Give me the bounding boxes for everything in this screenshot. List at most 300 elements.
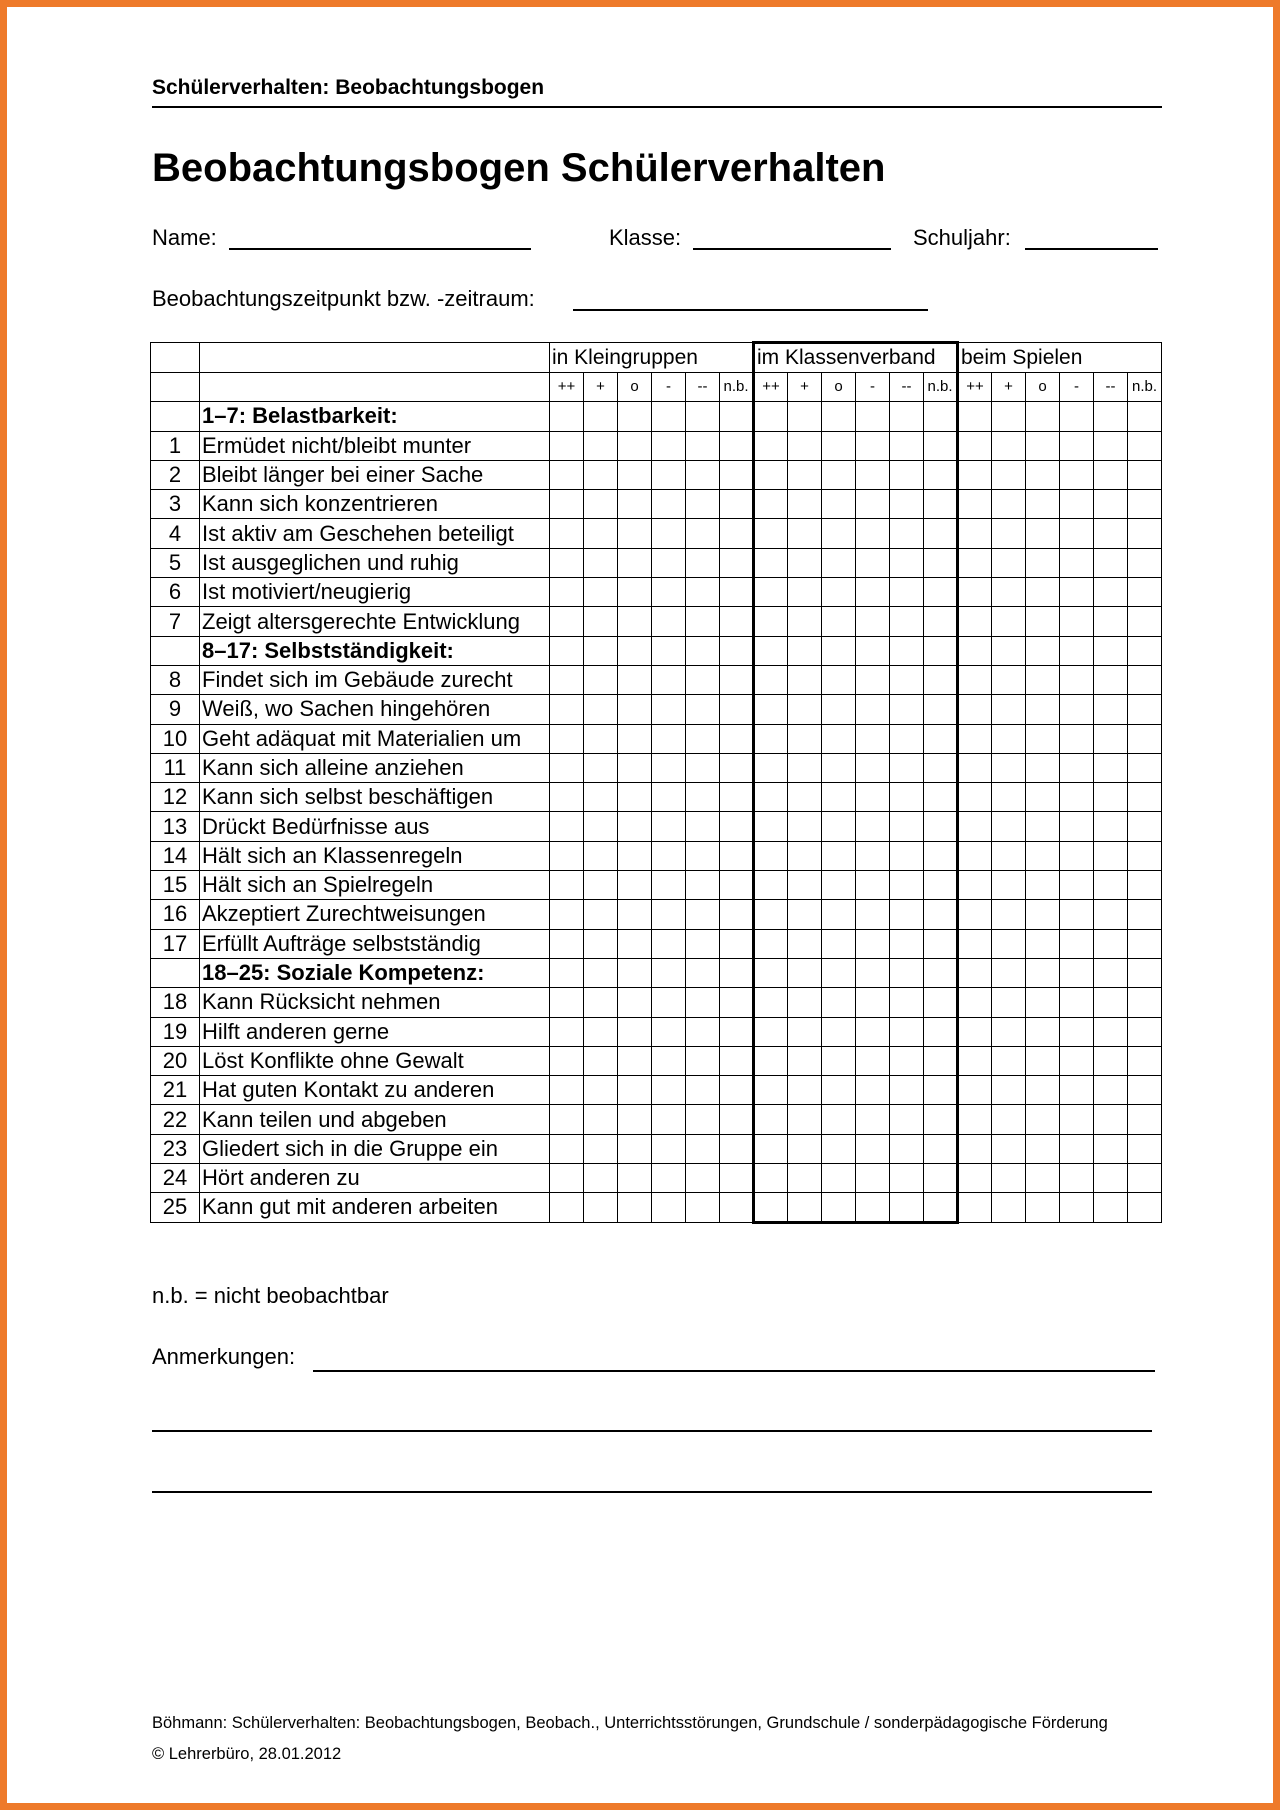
rating-cell[interactable] bbox=[652, 1164, 686, 1193]
rating-cell[interactable] bbox=[686, 753, 720, 782]
rating-cell[interactable] bbox=[890, 871, 924, 900]
rating-cell[interactable] bbox=[686, 548, 720, 577]
rating-cell[interactable] bbox=[652, 1134, 686, 1163]
rating-cell[interactable] bbox=[1128, 578, 1162, 607]
rating-cell[interactable] bbox=[550, 1105, 584, 1134]
rating-cell[interactable] bbox=[958, 753, 992, 782]
rating-cell[interactable] bbox=[822, 1046, 856, 1075]
rating-cell[interactable] bbox=[992, 871, 1026, 900]
rating-cell[interactable] bbox=[890, 1017, 924, 1046]
rating-cell[interactable] bbox=[1128, 841, 1162, 870]
rating-cell[interactable] bbox=[754, 1017, 788, 1046]
name-field[interactable] bbox=[229, 224, 531, 250]
rating-cell[interactable] bbox=[890, 841, 924, 870]
rating-cell[interactable] bbox=[788, 1164, 822, 1193]
rating-cell[interactable] bbox=[1060, 665, 1094, 694]
rating-cell[interactable] bbox=[924, 578, 958, 607]
rating-cell[interactable] bbox=[958, 1193, 992, 1222]
rating-cell[interactable] bbox=[924, 490, 958, 519]
rating-cell[interactable] bbox=[652, 695, 686, 724]
rating-cell[interactable] bbox=[1128, 988, 1162, 1017]
rating-cell[interactable] bbox=[992, 1193, 1026, 1222]
rating-cell[interactable] bbox=[584, 1046, 618, 1075]
rating-cell[interactable] bbox=[1128, 958, 1162, 987]
rating-cell[interactable] bbox=[958, 460, 992, 489]
rating-cell[interactable] bbox=[1094, 431, 1128, 460]
rating-cell[interactable] bbox=[1128, 812, 1162, 841]
rating-cell[interactable] bbox=[618, 578, 652, 607]
rating-cell[interactable] bbox=[1128, 753, 1162, 782]
rating-cell[interactable] bbox=[1128, 519, 1162, 548]
rating-cell[interactable] bbox=[788, 431, 822, 460]
rating-cell[interactable] bbox=[924, 460, 958, 489]
rating-cell[interactable] bbox=[1060, 519, 1094, 548]
rating-cell[interactable] bbox=[992, 1105, 1026, 1134]
rating-cell[interactable] bbox=[890, 929, 924, 958]
rating-cell[interactable] bbox=[1026, 460, 1060, 489]
rating-cell[interactable] bbox=[652, 988, 686, 1017]
rating-cell[interactable] bbox=[822, 431, 856, 460]
rating-cell[interactable] bbox=[856, 665, 890, 694]
rating-cell[interactable] bbox=[618, 871, 652, 900]
rating-cell[interactable] bbox=[822, 783, 856, 812]
rating-cell[interactable] bbox=[550, 958, 584, 987]
rating-cell[interactable] bbox=[754, 1164, 788, 1193]
rating-cell[interactable] bbox=[992, 958, 1026, 987]
rating-cell[interactable] bbox=[1094, 548, 1128, 577]
rating-cell[interactable] bbox=[618, 988, 652, 1017]
rating-cell[interactable] bbox=[1060, 871, 1094, 900]
rating-cell[interactable] bbox=[1026, 695, 1060, 724]
rating-cell[interactable] bbox=[1060, 812, 1094, 841]
rating-cell[interactable] bbox=[992, 929, 1026, 958]
rating-cell[interactable] bbox=[1094, 1134, 1128, 1163]
rating-cell[interactable] bbox=[958, 1076, 992, 1105]
rating-cell[interactable] bbox=[924, 900, 958, 929]
rating-cell[interactable] bbox=[856, 490, 890, 519]
rating-cell[interactable] bbox=[754, 548, 788, 577]
rating-cell[interactable] bbox=[924, 958, 958, 987]
rating-cell[interactable] bbox=[1094, 988, 1128, 1017]
rating-cell[interactable] bbox=[720, 929, 754, 958]
rating-cell[interactable] bbox=[788, 929, 822, 958]
rating-cell[interactable] bbox=[1026, 783, 1060, 812]
rating-cell[interactable] bbox=[754, 636, 788, 665]
rating-cell[interactable] bbox=[822, 753, 856, 782]
rating-cell[interactable] bbox=[1128, 783, 1162, 812]
rating-cell[interactable] bbox=[584, 988, 618, 1017]
rating-cell[interactable] bbox=[856, 431, 890, 460]
rating-cell[interactable] bbox=[550, 929, 584, 958]
rating-cell[interactable] bbox=[788, 958, 822, 987]
rating-cell[interactable] bbox=[890, 1046, 924, 1075]
rating-cell[interactable] bbox=[822, 724, 856, 753]
rating-cell[interactable] bbox=[856, 900, 890, 929]
rating-cell[interactable] bbox=[584, 841, 618, 870]
rating-cell[interactable] bbox=[1094, 665, 1128, 694]
rating-cell[interactable] bbox=[584, 1076, 618, 1105]
rating-cell[interactable] bbox=[992, 1164, 1026, 1193]
rating-cell[interactable] bbox=[720, 724, 754, 753]
rating-cell[interactable] bbox=[618, 958, 652, 987]
rating-cell[interactable] bbox=[754, 753, 788, 782]
rating-cell[interactable] bbox=[788, 519, 822, 548]
rating-cell[interactable] bbox=[992, 431, 1026, 460]
rating-cell[interactable] bbox=[788, 460, 822, 489]
rating-cell[interactable] bbox=[1094, 1076, 1128, 1105]
rating-cell[interactable] bbox=[754, 665, 788, 694]
rating-cell[interactable] bbox=[1060, 402, 1094, 431]
rating-cell[interactable] bbox=[1094, 1017, 1128, 1046]
rating-cell[interactable] bbox=[584, 695, 618, 724]
rating-cell[interactable] bbox=[1094, 753, 1128, 782]
rating-cell[interactable] bbox=[788, 695, 822, 724]
school-year-field[interactable] bbox=[1025, 224, 1158, 250]
rating-cell[interactable] bbox=[1094, 607, 1128, 636]
rating-cell[interactable] bbox=[958, 607, 992, 636]
rating-cell[interactable] bbox=[720, 578, 754, 607]
rating-cell[interactable] bbox=[686, 431, 720, 460]
rating-cell[interactable] bbox=[924, 519, 958, 548]
rating-cell[interactable] bbox=[788, 1193, 822, 1222]
rating-cell[interactable] bbox=[856, 636, 890, 665]
rating-cell[interactable] bbox=[584, 958, 618, 987]
rating-cell[interactable] bbox=[550, 753, 584, 782]
rating-cell[interactable] bbox=[1026, 871, 1060, 900]
rating-cell[interactable] bbox=[618, 1105, 652, 1134]
rating-cell[interactable] bbox=[754, 1134, 788, 1163]
rating-cell[interactable] bbox=[856, 402, 890, 431]
rating-cell[interactable] bbox=[686, 402, 720, 431]
rating-cell[interactable] bbox=[1094, 460, 1128, 489]
rating-cell[interactable] bbox=[958, 871, 992, 900]
rating-cell[interactable] bbox=[958, 929, 992, 958]
rating-cell[interactable] bbox=[618, 1017, 652, 1046]
rating-cell[interactable] bbox=[754, 607, 788, 636]
rating-cell[interactable] bbox=[652, 1193, 686, 1222]
rating-cell[interactable] bbox=[618, 1046, 652, 1075]
rating-cell[interactable] bbox=[1128, 1193, 1162, 1222]
rating-cell[interactable] bbox=[618, 490, 652, 519]
rating-cell[interactable] bbox=[992, 753, 1026, 782]
rating-cell[interactable] bbox=[720, 1017, 754, 1046]
rating-cell[interactable] bbox=[1128, 402, 1162, 431]
rating-cell[interactable] bbox=[584, 1193, 618, 1222]
rating-cell[interactable] bbox=[1060, 958, 1094, 987]
rating-cell[interactable] bbox=[686, 1193, 720, 1222]
rating-cell[interactable] bbox=[720, 402, 754, 431]
rating-cell[interactable] bbox=[856, 724, 890, 753]
rating-cell[interactable] bbox=[1128, 460, 1162, 489]
rating-cell[interactable] bbox=[788, 988, 822, 1017]
rating-cell[interactable] bbox=[652, 1076, 686, 1105]
rating-cell[interactable] bbox=[550, 1193, 584, 1222]
rating-cell[interactable] bbox=[1128, 665, 1162, 694]
rating-cell[interactable] bbox=[924, 812, 958, 841]
class-field[interactable] bbox=[693, 224, 891, 250]
rating-cell[interactable] bbox=[958, 958, 992, 987]
rating-cell[interactable] bbox=[584, 1164, 618, 1193]
rating-cell[interactable] bbox=[686, 1134, 720, 1163]
rating-cell[interactable] bbox=[822, 988, 856, 1017]
rating-cell[interactable] bbox=[1094, 1046, 1128, 1075]
rating-cell[interactable] bbox=[754, 1193, 788, 1222]
rating-cell[interactable] bbox=[550, 636, 584, 665]
rating-cell[interactable] bbox=[788, 578, 822, 607]
rating-cell[interactable] bbox=[618, 724, 652, 753]
rating-cell[interactable] bbox=[584, 1017, 618, 1046]
remarks-line[interactable] bbox=[152, 1467, 1152, 1493]
rating-cell[interactable] bbox=[992, 988, 1026, 1017]
rating-cell[interactable] bbox=[924, 1134, 958, 1163]
rating-cell[interactable] bbox=[550, 578, 584, 607]
rating-cell[interactable] bbox=[618, 1193, 652, 1222]
rating-cell[interactable] bbox=[720, 460, 754, 489]
rating-cell[interactable] bbox=[1094, 724, 1128, 753]
rating-cell[interactable] bbox=[1026, 636, 1060, 665]
rating-cell[interactable] bbox=[890, 1193, 924, 1222]
rating-cell[interactable] bbox=[1094, 871, 1128, 900]
rating-cell[interactable] bbox=[856, 753, 890, 782]
rating-cell[interactable] bbox=[550, 783, 584, 812]
rating-cell[interactable] bbox=[890, 607, 924, 636]
rating-cell[interactable] bbox=[686, 1076, 720, 1105]
rating-cell[interactable] bbox=[720, 871, 754, 900]
rating-cell[interactable] bbox=[924, 1017, 958, 1046]
rating-cell[interactable] bbox=[788, 1076, 822, 1105]
rating-cell[interactable] bbox=[992, 665, 1026, 694]
rating-cell[interactable] bbox=[618, 460, 652, 489]
rating-cell[interactable] bbox=[754, 460, 788, 489]
rating-cell[interactable] bbox=[720, 1134, 754, 1163]
rating-cell[interactable] bbox=[822, 1076, 856, 1105]
rating-cell[interactable] bbox=[754, 958, 788, 987]
rating-cell[interactable] bbox=[1026, 929, 1060, 958]
rating-cell[interactable] bbox=[788, 841, 822, 870]
rating-cell[interactable] bbox=[584, 578, 618, 607]
rating-cell[interactable] bbox=[618, 812, 652, 841]
rating-cell[interactable] bbox=[1060, 1134, 1094, 1163]
rating-cell[interactable] bbox=[856, 841, 890, 870]
rating-cell[interactable] bbox=[1026, 900, 1060, 929]
rating-cell[interactable] bbox=[686, 665, 720, 694]
rating-cell[interactable] bbox=[686, 812, 720, 841]
rating-cell[interactable] bbox=[1060, 1193, 1094, 1222]
rating-cell[interactable] bbox=[856, 1134, 890, 1163]
rating-cell[interactable] bbox=[686, 900, 720, 929]
rating-cell[interactable] bbox=[890, 753, 924, 782]
rating-cell[interactable] bbox=[1128, 1046, 1162, 1075]
rating-cell[interactable] bbox=[890, 724, 924, 753]
rating-cell[interactable] bbox=[1060, 695, 1094, 724]
rating-cell[interactable] bbox=[788, 724, 822, 753]
rating-cell[interactable] bbox=[1060, 1105, 1094, 1134]
rating-cell[interactable] bbox=[1026, 1164, 1060, 1193]
rating-cell[interactable] bbox=[618, 753, 652, 782]
rating-cell[interactable] bbox=[1094, 578, 1128, 607]
rating-cell[interactable] bbox=[1026, 1134, 1060, 1163]
rating-cell[interactable] bbox=[720, 548, 754, 577]
rating-cell[interactable] bbox=[652, 490, 686, 519]
rating-cell[interactable] bbox=[1026, 1017, 1060, 1046]
rating-cell[interactable] bbox=[924, 724, 958, 753]
rating-cell[interactable] bbox=[754, 871, 788, 900]
rating-cell[interactable] bbox=[822, 1134, 856, 1163]
rating-cell[interactable] bbox=[924, 929, 958, 958]
rating-cell[interactable] bbox=[550, 460, 584, 489]
rating-cell[interactable] bbox=[1094, 1105, 1128, 1134]
rating-cell[interactable] bbox=[1128, 1017, 1162, 1046]
rating-cell[interactable] bbox=[1128, 900, 1162, 929]
rating-cell[interactable] bbox=[958, 900, 992, 929]
rating-cell[interactable] bbox=[788, 783, 822, 812]
rating-cell[interactable] bbox=[618, 783, 652, 812]
rating-cell[interactable] bbox=[788, 402, 822, 431]
rating-cell[interactable] bbox=[924, 695, 958, 724]
rating-cell[interactable] bbox=[720, 1076, 754, 1105]
rating-cell[interactable] bbox=[1094, 900, 1128, 929]
rating-cell[interactable] bbox=[618, 519, 652, 548]
rating-cell[interactable] bbox=[686, 871, 720, 900]
rating-cell[interactable] bbox=[992, 783, 1026, 812]
rating-cell[interactable] bbox=[720, 958, 754, 987]
rating-cell[interactable] bbox=[584, 753, 618, 782]
rating-cell[interactable] bbox=[550, 724, 584, 753]
rating-cell[interactable] bbox=[1060, 900, 1094, 929]
rating-cell[interactable] bbox=[1094, 402, 1128, 431]
rating-cell[interactable] bbox=[1094, 1193, 1128, 1222]
rating-cell[interactable] bbox=[584, 665, 618, 694]
rating-cell[interactable] bbox=[1094, 695, 1128, 724]
rating-cell[interactable] bbox=[720, 490, 754, 519]
rating-cell[interactable] bbox=[754, 578, 788, 607]
rating-cell[interactable] bbox=[924, 548, 958, 577]
rating-cell[interactable] bbox=[890, 1076, 924, 1105]
rating-cell[interactable] bbox=[890, 665, 924, 694]
rating-cell[interactable] bbox=[754, 812, 788, 841]
rating-cell[interactable] bbox=[720, 900, 754, 929]
rating-cell[interactable] bbox=[856, 812, 890, 841]
rating-cell[interactable] bbox=[584, 724, 618, 753]
rating-cell[interactable] bbox=[618, 1164, 652, 1193]
rating-cell[interactable] bbox=[1060, 1164, 1094, 1193]
rating-cell[interactable] bbox=[754, 900, 788, 929]
rating-cell[interactable] bbox=[1128, 724, 1162, 753]
rating-cell[interactable] bbox=[822, 841, 856, 870]
rating-cell[interactable] bbox=[652, 636, 686, 665]
rating-cell[interactable] bbox=[1128, 871, 1162, 900]
rating-cell[interactable] bbox=[958, 1017, 992, 1046]
rating-cell[interactable] bbox=[1060, 431, 1094, 460]
rating-cell[interactable] bbox=[686, 490, 720, 519]
rating-cell[interactable] bbox=[550, 519, 584, 548]
rating-cell[interactable] bbox=[856, 1164, 890, 1193]
rating-cell[interactable] bbox=[652, 783, 686, 812]
rating-cell[interactable] bbox=[652, 402, 686, 431]
rating-cell[interactable] bbox=[958, 724, 992, 753]
rating-cell[interactable] bbox=[618, 402, 652, 431]
rating-cell[interactable] bbox=[652, 665, 686, 694]
rating-cell[interactable] bbox=[788, 607, 822, 636]
rating-cell[interactable] bbox=[822, 607, 856, 636]
rating-cell[interactable] bbox=[720, 1105, 754, 1134]
rating-cell[interactable] bbox=[618, 929, 652, 958]
rating-cell[interactable] bbox=[720, 431, 754, 460]
rating-cell[interactable] bbox=[618, 431, 652, 460]
rating-cell[interactable] bbox=[822, 636, 856, 665]
rating-cell[interactable] bbox=[958, 1134, 992, 1163]
rating-cell[interactable] bbox=[720, 988, 754, 1017]
rating-cell[interactable] bbox=[754, 783, 788, 812]
rating-cell[interactable] bbox=[720, 636, 754, 665]
rating-cell[interactable] bbox=[822, 1017, 856, 1046]
rating-cell[interactable] bbox=[754, 519, 788, 548]
rating-cell[interactable] bbox=[822, 900, 856, 929]
rating-cell[interactable] bbox=[686, 1046, 720, 1075]
rating-cell[interactable] bbox=[1060, 753, 1094, 782]
rating-cell[interactable] bbox=[754, 402, 788, 431]
rating-cell[interactable] bbox=[1060, 841, 1094, 870]
rating-cell[interactable] bbox=[584, 431, 618, 460]
rating-cell[interactable] bbox=[822, 929, 856, 958]
rating-cell[interactable] bbox=[822, 519, 856, 548]
rating-cell[interactable] bbox=[1060, 490, 1094, 519]
rating-cell[interactable] bbox=[550, 812, 584, 841]
rating-cell[interactable] bbox=[856, 578, 890, 607]
rating-cell[interactable] bbox=[992, 695, 1026, 724]
rating-cell[interactable] bbox=[618, 695, 652, 724]
rating-cell[interactable] bbox=[550, 490, 584, 519]
rating-cell[interactable] bbox=[1128, 607, 1162, 636]
rating-cell[interactable] bbox=[890, 636, 924, 665]
rating-cell[interactable] bbox=[686, 636, 720, 665]
rating-cell[interactable] bbox=[652, 812, 686, 841]
rating-cell[interactable] bbox=[890, 431, 924, 460]
rating-cell[interactable] bbox=[1094, 841, 1128, 870]
rating-cell[interactable] bbox=[1026, 519, 1060, 548]
rating-cell[interactable] bbox=[584, 900, 618, 929]
rating-cell[interactable] bbox=[822, 958, 856, 987]
rating-cell[interactable] bbox=[1094, 636, 1128, 665]
rating-cell[interactable] bbox=[652, 431, 686, 460]
rating-cell[interactable] bbox=[924, 841, 958, 870]
rating-cell[interactable] bbox=[992, 900, 1026, 929]
rating-cell[interactable] bbox=[992, 519, 1026, 548]
rating-cell[interactable] bbox=[1026, 665, 1060, 694]
rating-cell[interactable] bbox=[584, 548, 618, 577]
rating-cell[interactable] bbox=[754, 841, 788, 870]
rating-cell[interactable] bbox=[822, 1193, 856, 1222]
rating-cell[interactable] bbox=[890, 578, 924, 607]
rating-cell[interactable] bbox=[720, 1164, 754, 1193]
rating-cell[interactable] bbox=[550, 548, 584, 577]
rating-cell[interactable] bbox=[1060, 607, 1094, 636]
rating-cell[interactable] bbox=[652, 548, 686, 577]
rating-cell[interactable] bbox=[686, 783, 720, 812]
rating-cell[interactable] bbox=[992, 812, 1026, 841]
rating-cell[interactable] bbox=[1060, 783, 1094, 812]
rating-cell[interactable] bbox=[1026, 841, 1060, 870]
rating-cell[interactable] bbox=[924, 1164, 958, 1193]
rating-cell[interactable] bbox=[720, 812, 754, 841]
rating-cell[interactable] bbox=[1060, 988, 1094, 1017]
rating-cell[interactable] bbox=[550, 665, 584, 694]
rating-cell[interactable] bbox=[720, 607, 754, 636]
rating-cell[interactable] bbox=[890, 402, 924, 431]
rating-cell[interactable] bbox=[584, 812, 618, 841]
rating-cell[interactable] bbox=[550, 871, 584, 900]
rating-cell[interactable] bbox=[652, 871, 686, 900]
